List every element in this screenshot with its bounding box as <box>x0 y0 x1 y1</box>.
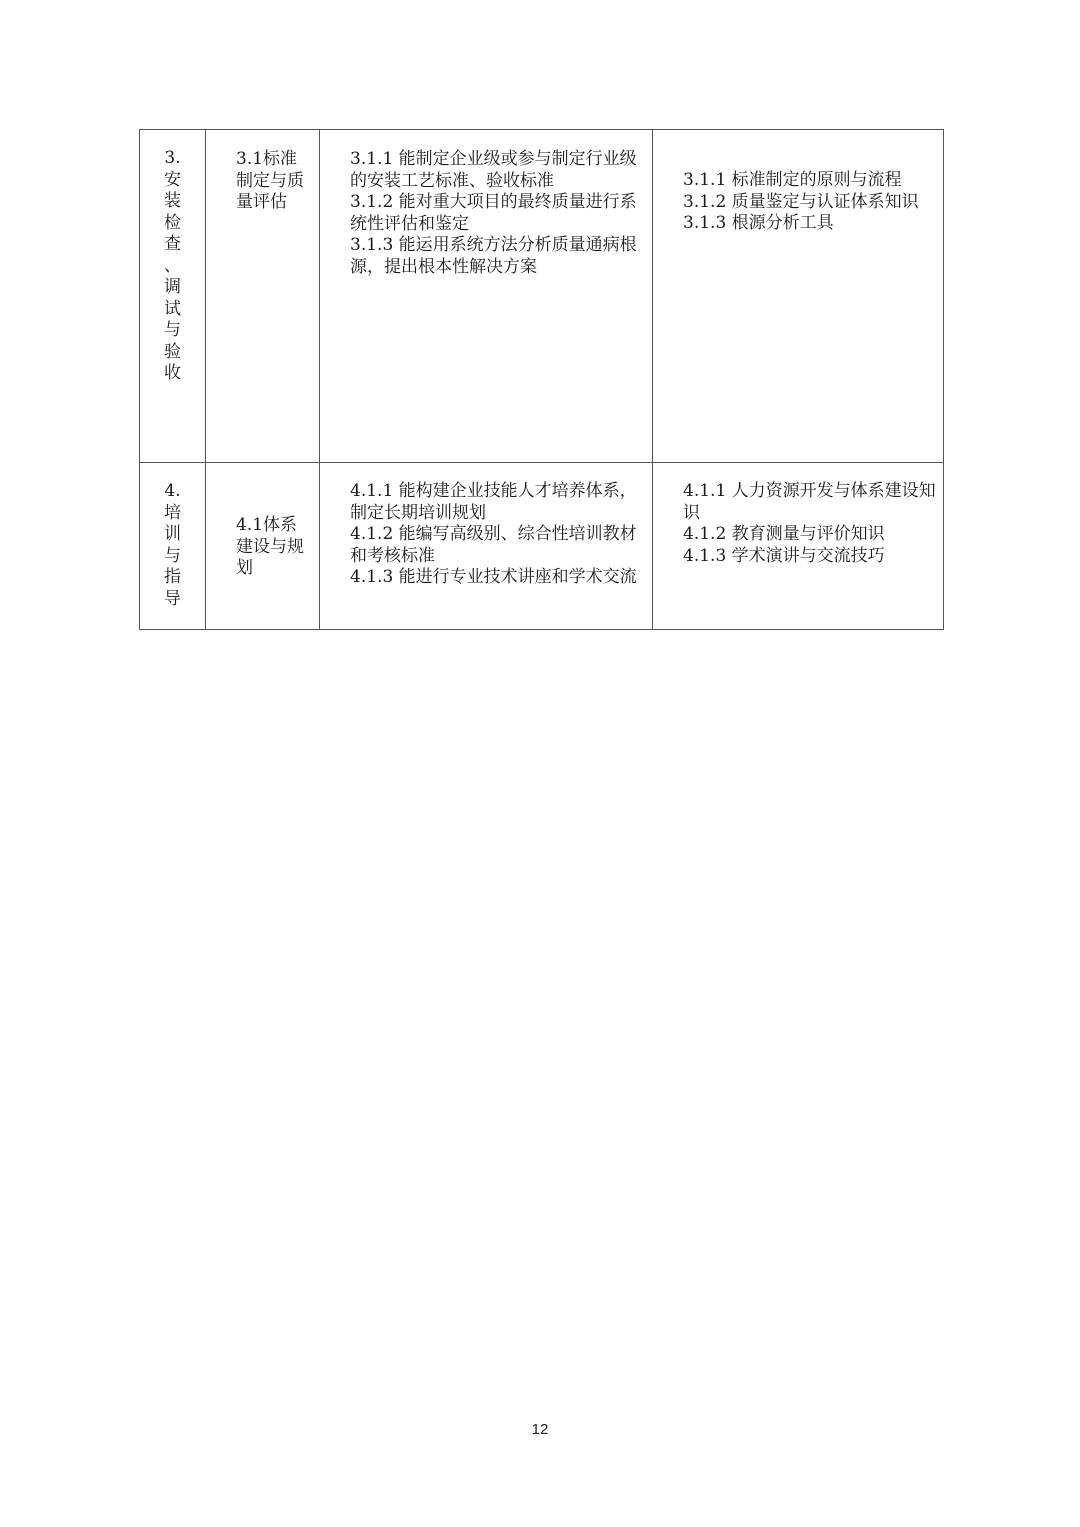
knowledge-item: 4.1.1 人力资源开发与体系建设知识 <box>683 481 936 523</box>
table-row <box>140 463 944 630</box>
category-char: 验 <box>164 341 181 362</box>
skills-table <box>139 129 944 630</box>
category-char: 试 <box>164 298 181 319</box>
section-text: 3.1标准制定与质量评估 <box>236 149 304 212</box>
knowledge-item: 4.1.2 教育测量与评价知识 <box>683 524 885 544</box>
category-char: 、 <box>164 255 181 276</box>
skill-item: 4.1.2 能编写高级别、综合性培训教材和考核标准 <box>350 524 637 566</box>
section-cell <box>206 130 320 463</box>
section-cell <box>206 463 320 630</box>
skill-item: 4.1.3 能进行专业技术讲座和学术交流 <box>350 567 637 587</box>
category-char: 装 <box>164 191 181 211</box>
category-char: 收 <box>164 363 181 383</box>
skill-item: 4.1.1 能构建企业技能人才培养体系，制定长期培训规划 <box>350 481 637 523</box>
category-char: 安 <box>164 169 181 190</box>
knowledge-item: 3.1.2 质量鉴定与认证体系知识 <box>683 191 919 212</box>
category-char: 调 <box>164 277 181 297</box>
skill-item: 3.1.3 能运用系统方法分析质量通病根源，提出根本性解决方案 <box>350 235 637 277</box>
category-char: 4. <box>164 481 181 501</box>
page-number: 12 <box>531 1421 549 1438</box>
table-row <box>140 130 944 463</box>
category-cell <box>140 463 206 630</box>
skills-cell <box>320 130 653 463</box>
knowledge-item: 4.1.3 学术演讲与交流技巧 <box>683 545 885 566</box>
skill-item: 3.1.1 能制定企业级或参与制定行业级的安装工艺标准、验收标准 <box>350 149 637 191</box>
category-char: 指 <box>164 567 181 587</box>
category-cell <box>140 130 206 463</box>
knowledge-cell <box>653 130 944 463</box>
category-char: 3. <box>164 148 181 168</box>
category-char: 导 <box>164 588 181 609</box>
category-char: 培 <box>164 502 181 523</box>
category-char: 训 <box>164 524 181 544</box>
skill-item: 3.1.2 能对重大项目的最终质量进行系统性评估和鉴定 <box>350 192 637 234</box>
skills-cell <box>320 463 653 630</box>
section-text: 4.1体系建设与规划 <box>236 515 304 578</box>
knowledge-cell <box>653 463 944 630</box>
knowledge-item: 3.1.1 标准制定的原则与流程 <box>683 170 902 190</box>
category-char: 检 <box>164 212 181 233</box>
category-char: 与 <box>164 320 181 340</box>
knowledge-item: 3.1.3 根源分析工具 <box>683 213 834 233</box>
category-char: 与 <box>164 545 181 566</box>
category-char: 查 <box>164 234 181 254</box>
